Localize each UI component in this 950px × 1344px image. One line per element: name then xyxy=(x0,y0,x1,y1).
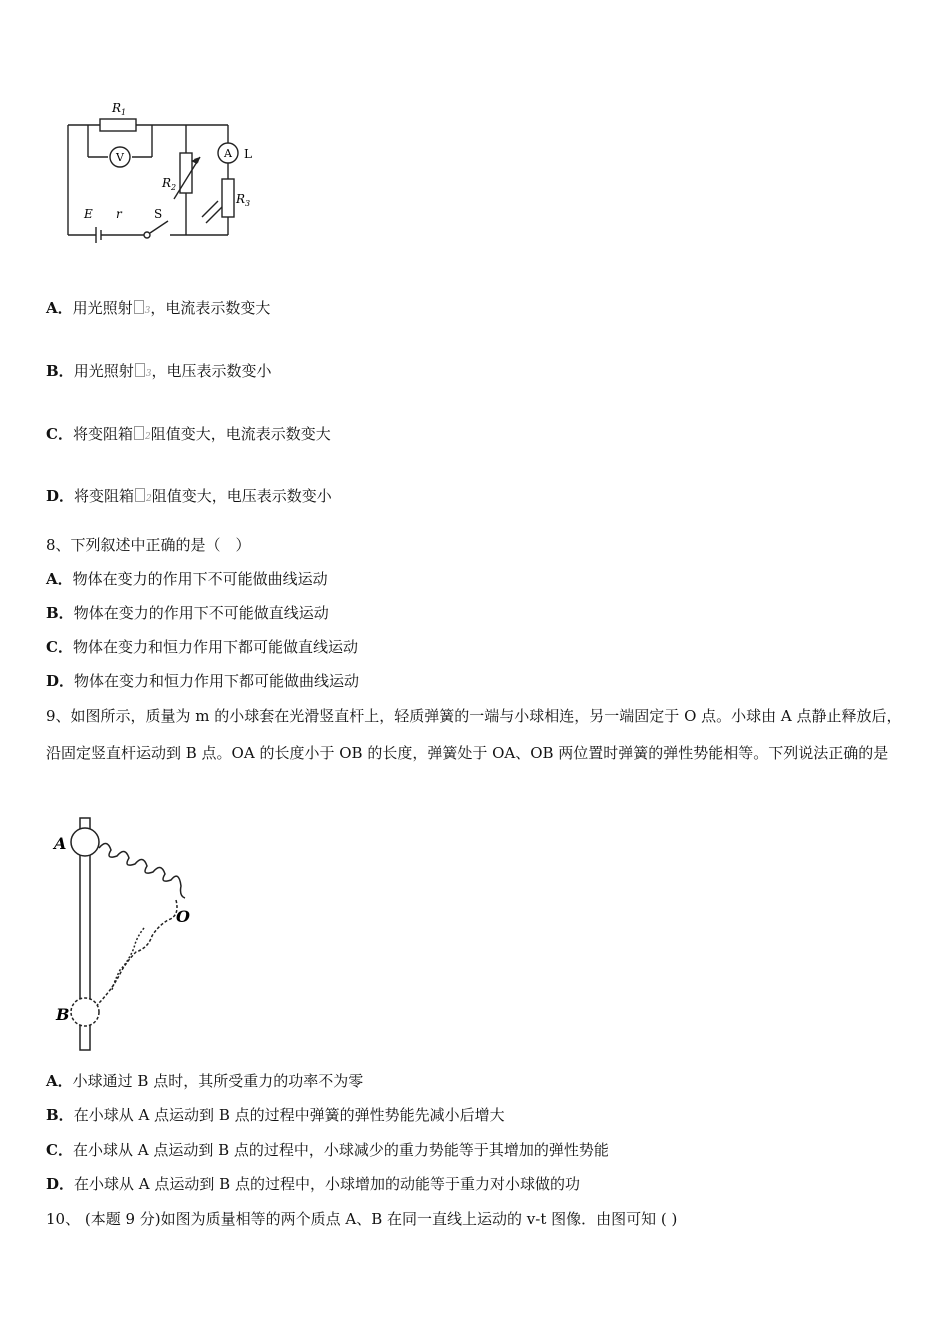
svg-text:L: L xyxy=(244,147,252,161)
r3-resistor xyxy=(222,179,234,217)
q7-option-d: D．将变阻箱 2阻值变大，电压表示数变小 xyxy=(46,487,332,505)
q9-stem: 9、如图所示，质量为 m 的小球套在光滑竖直杆上，轻质弹簧的一端与小球相连，另一端固定于 O 点。小球由 A 点静止释放后，沿固定竖直杆运动到 B 点。OA 的长度小于 OB 的长度，弹簧处于 OA、OB 两位置时弹簧的弹性势能相等。下列说法正确的是 xyxy=(46,707,902,762)
r1-resistor xyxy=(100,119,136,131)
circuit-diagram xyxy=(60,95,265,245)
svg-text:A: A xyxy=(224,147,232,160)
q7-option-b: B．用光照射 3，电压表示数变小 xyxy=(46,362,272,380)
q9-option-b: B．在小球从 A 点运动到 B 点的过程中弹簧的弹性势能先减小后增大 xyxy=(46,1106,505,1124)
svg-text:A: A xyxy=(54,834,67,853)
q8-option-d: D．物体在变力和恒力作用下都可能做曲线运动 xyxy=(46,672,360,690)
missing-glyph-icon xyxy=(135,488,145,502)
svg-text:V: V xyxy=(116,151,124,164)
missing-glyph-icon xyxy=(135,363,145,377)
q9-option-a: A．小球通过 B 点时，其所受重力的功率不为零 xyxy=(46,1072,364,1090)
q7-option-a: A．用光照射 3，电流表示数变大 xyxy=(46,299,271,317)
q8-option-b: B．物体在变力的作用下不可能做直线运动 xyxy=(46,604,329,622)
spring-rod-diagram xyxy=(44,812,204,1057)
q8-option-a: A．物体在变力的作用下不可能做曲线运动 xyxy=(46,570,328,588)
svg-text:S: S xyxy=(154,207,163,221)
q8-stem: 8、下列叙述中正确的是（ ） xyxy=(46,536,251,554)
q9-option-d: D．在小球从 A 点运动到 B 点的过程中，小球增加的动能等于重力对小球做的功 xyxy=(46,1175,580,1193)
svg-text:R1: $R_1$ xyxy=(112,101,127,117)
missing-glyph-icon xyxy=(134,426,144,440)
svg-text:R2: $R_2$ xyxy=(162,176,177,192)
missing-glyph-icon xyxy=(134,300,144,314)
q9-option-c: C．在小球从 A 点运动到 B 点的过程中，小球减少的重力势能等于其增加的弹性势能 xyxy=(46,1141,609,1159)
q8-option-c: C．物体在变力和恒力作用下都可能做直线运动 xyxy=(46,638,358,656)
svg-text:R3: $R_3$ xyxy=(236,192,251,208)
svg-text:E: E xyxy=(84,207,93,221)
q7-option-c: C．将变阻箱 2阻值变大，电流表示数变大 xyxy=(46,425,331,443)
svg-text:r: r xyxy=(116,207,122,221)
svg-text:O: O xyxy=(176,907,190,926)
q10-stem: 10、 (本题 9 分)如图为质量相等的两个质点 A、B 在同一直线上运动的 v-t 图像．由图可知 ( ) xyxy=(46,1210,678,1228)
svg-text:B: B xyxy=(56,1005,70,1024)
